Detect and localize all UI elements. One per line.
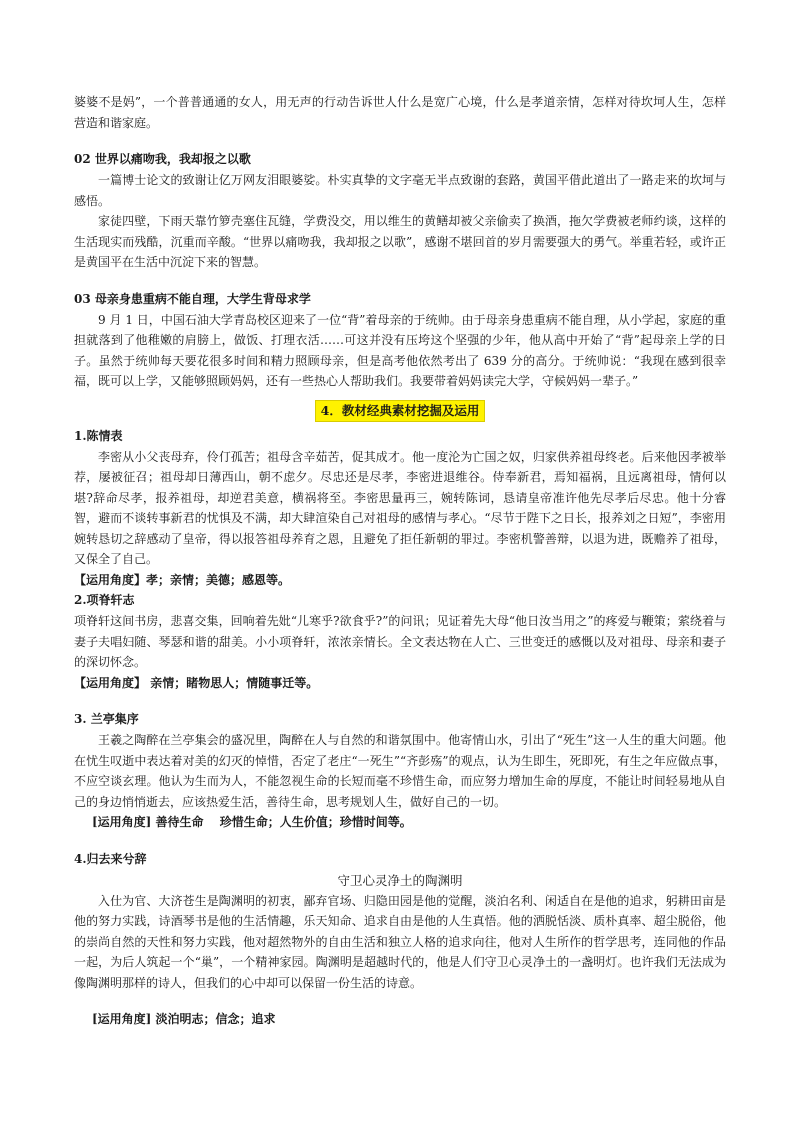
item-1-usage-tip bbox=[74, 570, 726, 591]
previous-paragraph-end: 婆婆不是妈”，一个普普通通的女人，用无声的行动告诉世人什么是宽广心境，什么是孝道亲情，怎样对待坎坷人生，怎样营造和谐家庭。 bbox=[74, 95, 726, 130]
section-03-paragraph-1: 9 月 1 日，中国石油大学青岛校区迎来了一位“背”着母亲的于统帅。由于母亲身患重病不能自理，从小学起，家庭的重担就落到了他稚嫩的肩膀上，做饭、打理衣活……可这并没有压垮这个坚强的少年，他从高中开始了“背”起母亲上学的日子。虽然于统帅每天要花很多时间和精力照顾母亲，但是高考他依然考出了 639 分的高分。于统帅说：“我现在感到很幸福，既可以上学，又能够照顾妈妈，还有一些热心人帮助我们。我要带着妈妈读完大学，守候妈妈一辈子。” bbox=[74, 312, 726, 388]
item-4-usage-tip bbox=[74, 1009, 726, 1030]
usage-tip-text: 淡泊明志；信念；追求 bbox=[151, 1012, 276, 1026]
usage-tip-label: 【运用角度】 bbox=[74, 572, 147, 587]
usage-tip-text: 孝；亲情；美德；感恩等。 bbox=[146, 572, 291, 587]
item-1-title: 1.陈情表 bbox=[74, 428, 123, 443]
section-03-title: 03 母亲身患重病不能自理，大学生背母求学 bbox=[74, 291, 311, 306]
highlight-banner-row bbox=[74, 400, 726, 422]
item-3-title: 3. 兰亭集序 bbox=[74, 712, 139, 726]
item-4-paragraph: 入仕为官、大济苍生是陶渊明的初衷，鄙弃官场、归隐田园是他的觉醒，淡泊名利、闲适自在是他的追求，躬耕田亩是他的努力实践，诗酒琴书是他的生活情趣，乐天知命、追求自由是他的人生真悟。他的洒脱恬淡、质朴真率、超尘脱俗，他的崇尚自然的天性和努力实践，他对超然物外的自由生活和独立人格的追求向往，他对人生所作的哲学思考，连同他的作品一起，为后人筑起一个“巢”，一个精神家园。陶渊明是超越时代的，他是人们守卫心灵净土的一盏明灯。也许我们无法成为像陶渊明那样的诗人，但我们的心中却可以保留一份生活的诗意。 bbox=[74, 893, 726, 990]
section-02-title: 02 世界以痛吻我，我却报之以歌 bbox=[74, 152, 251, 166]
usage-tip-text: 善待生命 珍惜生命；人生价值；珍惜时间等。 bbox=[151, 815, 412, 829]
item-3-usage-tip bbox=[74, 812, 726, 833]
section-02-paragraph-1: 一篇博士论文的致谢让亿万网友泪眼婆娑。朴实真挚的文字毫无半点致谢的套路，黄国平借此道出了一路走来的坎坷与感悟。 bbox=[74, 173, 726, 208]
item-3-paragraph: 王羲之陶醉在兰亭集会的盛况里，陶醉在人与自然的和谐氛围中。他寄情山水，引出了“死生”这一人生的重大问题。他在忧生叹逝中表达着对美的幻灭的悼惜，否定了老庄“一死生”“齐彭殇”的观点，认为生即生，死即死，有生之年应做点事，不应空谈玄理。他认为生而为人，不能忽视生命的长短而毫不珍惜生命，而应努力增加生命的厚度，不能让时间轻易地从自己的身边悄悄逝去，应该热爱生活，善待生命，思考规划人生，做好自己的一切。 bbox=[74, 733, 726, 809]
item-2-title: 2.项脊轩志 bbox=[74, 593, 135, 607]
usage-tip-label: [运用角度] bbox=[92, 1012, 152, 1026]
spacer bbox=[74, 993, 726, 1009]
highlight-banner: 4．教材经典素材挖掘及运用 bbox=[315, 400, 486, 422]
usage-tip-text: 亲情；睹物思人；情随事迁等。 bbox=[146, 675, 319, 690]
item-4-article-title: 守卫心灵净土的陶渊明 bbox=[337, 872, 463, 888]
item-4-title: 4.归去来兮辞 bbox=[74, 851, 147, 866]
item-2-paragraph: 项脊轩这间书房，悲喜交集，回响着先妣“儿寒乎?欲食乎?”的问讯；见证着先大母“他日汝当用之”的疼爱与鞭策；萦绕着与妻子夫唱妇随、琴瑟和谐的甜美。小小项脊轩，浓浓亲情长。全文表达物在人亡、三世变迁的感慨以及对祖母、母亲和妻子的深切怀念。 bbox=[74, 614, 726, 669]
item-1-paragraph: 李密从小父丧母弃，伶仃孤苦；祖母含辛茹苦，促其成才。他一度沦为亡国之奴，归家供养祖母终老。后来他因孝被举荐，屡被征召；祖母却日薄西山，朝不虑夕。尽忠还是尽孝，李密进退维谷。侍奉新君，焉知福祸，且远离祖母，情何以堪?辞命尽孝，报养祖母，却逆君美意，横祸将至。李密思量再三，婉转陈词，恳请皇帝准许他先尽孝后尽忠。他十分睿智，避而不谈转事新君的忧惧及不满，却大肆渲染自己对祖母的感情与孝心。“尽节于陛下之日长，报养刘之日短”，李密用婉转恳切之辞感动了皇帝，得以报答祖母养育之恩，且避免了拒任新朝的罪过。李密机警善辩，以退为进，既赡养了祖母，又保全了自己。 bbox=[74, 449, 726, 566]
usage-tip-label: [运用角度] bbox=[92, 815, 152, 829]
document-page bbox=[74, 92, 726, 1030]
spacer bbox=[74, 273, 726, 289]
section-02-paragraph-2: 家徒四壁，下雨天靠竹箩壳塞住瓦缝，学费没交，用以维生的黄鳝却被父亲偷卖了换酒，拖欠学费被老师约谈，这样的生活现实而残酷，沉重而辛酸。“世界以痛吻我，我却报之以歌”，感谢不堪回首的岁月需要强大的勇气。举重若轻，或许正是黄国平在生活中沉淀下来的智慧。 bbox=[74, 214, 726, 269]
item-2-usage-tip bbox=[74, 673, 726, 694]
spacer bbox=[74, 133, 726, 149]
usage-tip-label: 【运用角度】 bbox=[74, 675, 147, 690]
spacer bbox=[74, 693, 726, 709]
spacer bbox=[74, 833, 726, 849]
